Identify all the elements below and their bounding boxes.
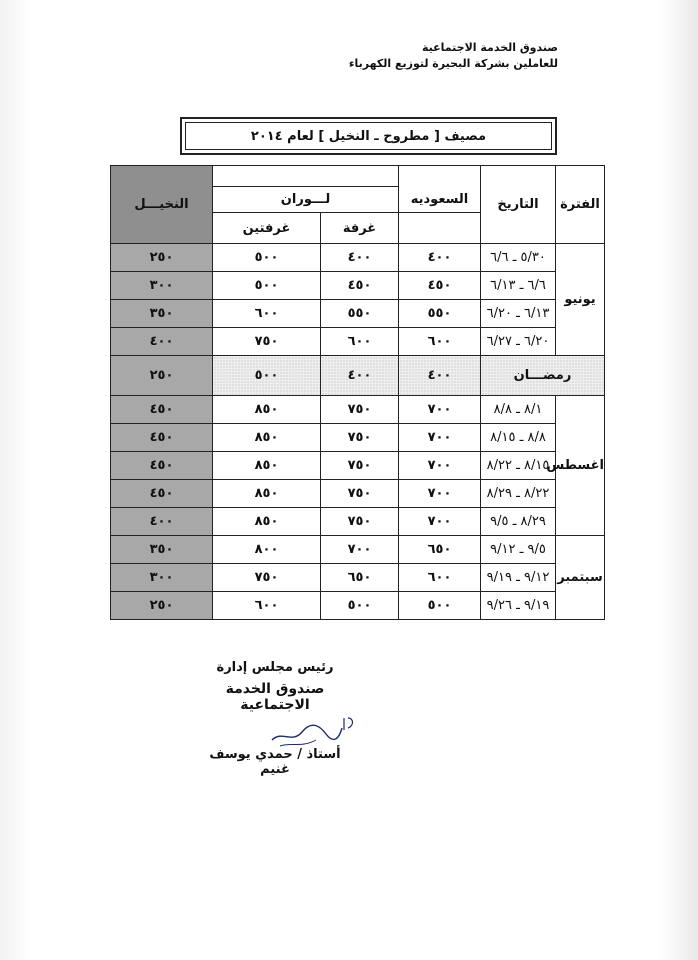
month-ramadan: رمضـــان [481,356,605,396]
room-price: ٥٠٠ [321,592,399,620]
date-range: ٨/١٥ ـ ٨/٢٢ [481,452,556,480]
saudi-price: ٦٥٠ [399,536,481,564]
saudi-price: ٥٥٠ [399,300,481,328]
nakheel-price: ٤٥٠ [111,480,213,508]
date-range: ٨/٢٢ ـ ٨/٢٩ [481,480,556,508]
date-range: ٨/٢٩ ـ ٩/٥ [481,508,556,536]
nakheel-price: ٣٠٠ [111,564,213,592]
saudi-price: ٤٠٠ [399,356,481,396]
nakheel-price: ٣٥٠ [111,536,213,564]
date-range: ٩/١٢ ـ ٩/١٩ [481,564,556,592]
month-august: اغسطس [556,396,605,536]
saudi-price: ٥٠٠ [399,592,481,620]
two-rooms-price: ٦٠٠ [213,592,321,620]
date-header: التاريخ [481,166,556,244]
signature-title-1: رئيس مجلس إدارة [216,660,334,675]
saudi-header: السعوديه [399,187,481,213]
two-rooms-price: ٥٠٠ [213,272,321,300]
lauran-header: لـــوران [213,187,399,213]
table-row [111,244,605,272]
two-rooms-header: غرفتين [213,213,321,244]
room-header: غرفة [321,213,399,244]
month-september: سبتمبر [556,536,605,620]
two-rooms-price: ٨٠٠ [213,536,321,564]
room-price: ٤٥٠ [321,272,399,300]
table-row-ramadan [111,356,605,396]
handwritten-signature [268,712,358,752]
header-row-1 [111,166,605,187]
organization-header [349,40,558,72]
table-row [111,272,605,300]
two-rooms-price: ٨٥٠ [213,452,321,480]
room-price: ٦٠٠ [321,328,399,356]
nakheel-price: ٢٥٠ [111,592,213,620]
table-row [111,564,605,592]
saudi-price: ٦٠٠ [399,328,481,356]
saudi-price: ٧٠٠ [399,396,481,424]
nakheel-price: ٤٥٠ [111,396,213,424]
saudi-price: ٧٠٠ [399,452,481,480]
two-rooms-price: ٧٥٠ [213,328,321,356]
saudi-price: ٧٠٠ [399,508,481,536]
table-row [111,396,605,424]
two-rooms-price: ٨٥٠ [213,508,321,536]
table-row [111,508,605,536]
org-line-2: للعاملين بشركة البحيرة لتوزيع الكهرباء [348,57,558,70]
room-price: ٦٥٠ [321,564,399,592]
room-price: ٧٥٠ [321,424,399,452]
saudi-price: ٤٥٠ [399,272,481,300]
saudi-price: ٤٠٠ [399,244,481,272]
table-row [111,452,605,480]
signature-name: أستاذ / حمدي يوسف غنيم [209,747,341,777]
room-price: ٥٥٠ [321,300,399,328]
table-row [111,592,605,620]
date-range: ٨/١ ـ ٨/٨ [481,396,556,424]
two-rooms-price: ٨٥٠ [213,424,321,452]
saudi-price: ٧٠٠ [399,480,481,508]
room-price: ٤٠٠ [321,244,399,272]
nakheel-price: ٢٥٠ [111,244,213,272]
nakheel-price: ٤٠٠ [111,328,213,356]
room-price: ٧٥٠ [321,508,399,536]
two-rooms-price: ٧٥٠ [213,564,321,592]
room-price: ٧٥٠ [321,452,399,480]
two-rooms-price: ٥٠٠ [213,356,321,396]
table-row [111,536,605,564]
org-line-1: صندوق الخدمة الاجتماعية [421,41,558,54]
two-rooms-price: ٨٥٠ [213,480,321,508]
date-range: ٦/٦ ـ ٦/١٣ [481,272,556,300]
room-price: ٤٠٠ [321,356,399,396]
nakheel-header: النخيـــل [111,166,213,244]
nakheel-price: ٤٥٠ [111,452,213,480]
two-rooms-price: ٦٠٠ [213,300,321,328]
date-range: ٩/٥ ـ ٩/١٢ [481,536,556,564]
period-header: الفترة [556,166,605,244]
table-row [111,300,605,328]
room-price: ٧٥٠ [321,396,399,424]
table-row [111,328,605,356]
nakheel-price: ٣٥٠ [111,300,213,328]
date-range: ٨/٨ ـ ٨/١٥ [481,424,556,452]
two-rooms-price: ٨٥٠ [213,396,321,424]
nakheel-price: ٤٥٠ [111,424,213,452]
date-range: ٩/١٩ ـ ٩/٢٦ [481,592,556,620]
month-june: يونيو [556,244,605,356]
nakheel-price: ٣٠٠ [111,272,213,300]
price-table [110,165,605,620]
banner-title: مصيف [ مطروح ـ النخيل ] لعام ٢٠١٤ [185,122,552,150]
title-banner [180,117,557,155]
table-row [111,480,605,508]
date-range: ٥/٣٠ ـ ٦/٦ [481,244,556,272]
saudi-price: ٦٠٠ [399,564,481,592]
date-range: ٦/١٣ ـ ٦/٢٠ [481,300,556,328]
saudi-price: ٧٠٠ [399,424,481,452]
signature-title-2: صندوق الخدمة الاجتماعية [225,681,325,713]
room-price: ٧٠٠ [321,536,399,564]
nakheel-price: ٢٥٠ [111,356,213,396]
table-row [111,424,605,452]
nakheel-price: ٤٠٠ [111,508,213,536]
room-price: ٧٥٠ [321,480,399,508]
date-range: ٦/٢٠ ـ ٦/٢٧ [481,328,556,356]
two-rooms-price: ٥٠٠ [213,244,321,272]
